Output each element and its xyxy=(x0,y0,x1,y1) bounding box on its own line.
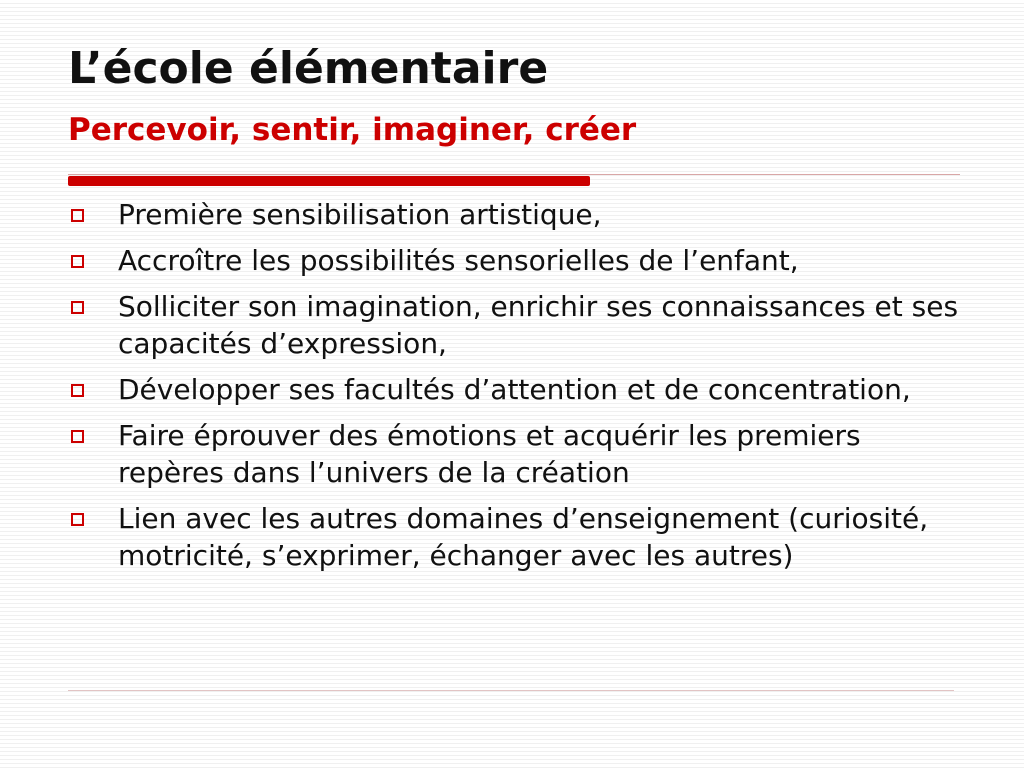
bullet-item xyxy=(68,288,968,362)
bullet-list xyxy=(68,196,968,583)
bullet-text: Développer ses facultés d’attention et de concentration, xyxy=(118,373,911,406)
header-divider-thin xyxy=(68,174,960,175)
bullet-text: Solliciter son imagination, enrichir ses connaissances et ses capacités d’expression, xyxy=(118,290,959,360)
hollow-square-bullet-icon xyxy=(71,430,84,443)
hollow-square-bullet-icon xyxy=(71,209,84,222)
bullet-item xyxy=(68,500,968,574)
bullet-text: Lien avec les autres domaines d’enseignement (curiosité, motricité, s’exprimer, échanger avec les autres) xyxy=(118,502,929,572)
bullet-item xyxy=(68,242,968,279)
hollow-square-bullet-icon xyxy=(71,513,84,526)
bullet-item xyxy=(68,196,968,233)
bullet-text: Faire éprouver des émotions et acquérir les premiers repères dans l’univers de la création xyxy=(118,419,861,489)
footer-divider xyxy=(68,690,954,691)
hollow-square-bullet-icon xyxy=(71,384,84,397)
hollow-square-bullet-icon xyxy=(71,255,84,268)
bullet-text: Accroître les possibilités sensorielles de l’enfant, xyxy=(118,244,799,277)
hollow-square-bullet-icon xyxy=(71,301,84,314)
bullet-text: Première sensibilisation artistique, xyxy=(118,198,602,231)
bullet-item xyxy=(68,417,968,491)
slide-title: L’école élémentaire xyxy=(68,43,549,94)
header-divider-accent xyxy=(68,176,590,186)
bullet-item xyxy=(68,371,968,408)
slide-subtitle: Percevoir, sentir, imaginer, créer xyxy=(68,112,637,148)
